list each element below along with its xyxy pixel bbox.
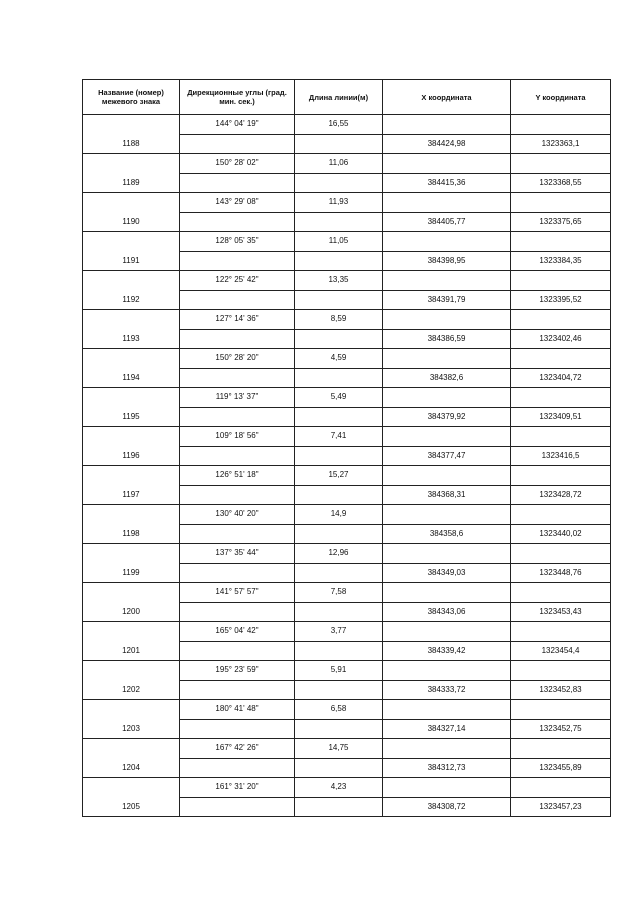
direction-angle-cell: 122° 25' 42" [180, 271, 295, 291]
x-coordinate-cell: 384382,6 [383, 368, 511, 388]
point-length-cell [295, 719, 383, 739]
segment-row [83, 622, 611, 642]
x-coordinate-cell: 384379,92 [383, 407, 511, 427]
x-coordinate-cell: 384333,72 [383, 680, 511, 700]
direction-angle-cell: 165° 04' 42" [180, 622, 295, 642]
point-name-cell: 1201 [83, 641, 180, 661]
y-coordinate-cell: 1323409,51 [511, 407, 611, 427]
y-coordinate-cell: 1323452,83 [511, 680, 611, 700]
segment-name-cell [83, 505, 180, 525]
point-name-cell: 1194 [83, 368, 180, 388]
y-coordinate-cell: 1323363,1 [511, 134, 611, 154]
point-length-cell [295, 173, 383, 193]
direction-angle-cell: 161° 31' 20" [180, 778, 295, 798]
segment-row [83, 115, 611, 135]
direction-angle-cell: 150° 28' 20" [180, 349, 295, 369]
y-coordinate-cell: 1323395,52 [511, 290, 611, 310]
point-angle-cell [180, 251, 295, 271]
y-coordinate-cell: 1323452,75 [511, 719, 611, 739]
y-coordinate-cell: 1323455,89 [511, 758, 611, 778]
point-length-cell [295, 134, 383, 154]
y-coordinate-cell: 1323448,76 [511, 563, 611, 583]
line-length-cell: 5,91 [295, 661, 383, 681]
point-name-cell: 1202 [83, 680, 180, 700]
segment-row [83, 349, 611, 369]
y-coordinate-cell: 1323428,72 [511, 485, 611, 505]
direction-angle-cell: 130° 40' 20" [180, 505, 295, 525]
table-row [83, 563, 611, 583]
direction-angle-cell: 143° 29' 08" [180, 193, 295, 213]
table-row [83, 251, 611, 271]
segment-name-cell [83, 427, 180, 447]
header-y-coordinate: Y координата [511, 80, 611, 115]
y-coordinate-cell: 1323454,4 [511, 641, 611, 661]
line-length-cell: 11,06 [295, 154, 383, 174]
segment-row [83, 778, 611, 798]
line-length-cell: 14,75 [295, 739, 383, 759]
point-name-cell: 1195 [83, 407, 180, 427]
line-length-cell: 13,35 [295, 271, 383, 291]
point-length-cell [295, 758, 383, 778]
point-length-cell [295, 251, 383, 271]
segment-name-cell [83, 544, 180, 564]
segment-name-cell [83, 778, 180, 798]
line-length-cell: 3,77 [295, 622, 383, 642]
header-point-name: Название (номер) межевого знака [83, 80, 180, 115]
line-length-cell: 11,05 [295, 232, 383, 252]
line-length-cell: 4,59 [295, 349, 383, 369]
segment-row [83, 739, 611, 759]
table-row [83, 134, 611, 154]
x-coordinate-cell: 384339,42 [383, 641, 511, 661]
y-coordinate-cell: 1323375,65 [511, 212, 611, 232]
direction-angle-cell: 141° 57' 57" [180, 583, 295, 603]
x-coordinate-cell: 384358,6 [383, 524, 511, 544]
point-angle-cell [180, 173, 295, 193]
segment-y-cell [511, 232, 611, 252]
segment-row [83, 544, 611, 564]
x-coordinate-cell: 384391,79 [383, 290, 511, 310]
table-header-row [83, 80, 611, 115]
segment-x-cell [383, 700, 511, 720]
point-angle-cell [180, 602, 295, 622]
segment-y-cell [511, 427, 611, 447]
table-row [83, 290, 611, 310]
segment-row [83, 154, 611, 174]
direction-angle-cell: 180° 41' 48" [180, 700, 295, 720]
table-body [83, 115, 611, 817]
segment-name-cell [83, 388, 180, 408]
line-length-cell: 16,55 [295, 115, 383, 135]
direction-angle-cell: 128° 05' 35" [180, 232, 295, 252]
point-angle-cell [180, 446, 295, 466]
x-coordinate-cell: 384312,73 [383, 758, 511, 778]
segment-row [83, 466, 611, 486]
line-length-cell: 15,27 [295, 466, 383, 486]
header-line-length: Длина линии(м) [295, 80, 383, 115]
segment-x-cell [383, 583, 511, 603]
segment-x-cell [383, 310, 511, 330]
segment-x-cell [383, 739, 511, 759]
direction-angle-cell: 167° 42' 26" [180, 739, 295, 759]
segment-name-cell [83, 583, 180, 603]
boundary-coordinates-table [82, 79, 611, 817]
point-length-cell [295, 329, 383, 349]
segment-y-cell [511, 310, 611, 330]
point-length-cell [295, 485, 383, 505]
x-coordinate-cell: 384343,06 [383, 602, 511, 622]
segment-x-cell [383, 115, 511, 135]
x-coordinate-cell: 384424,98 [383, 134, 511, 154]
y-coordinate-cell: 1323416,5 [511, 446, 611, 466]
x-coordinate-cell: 384386,59 [383, 329, 511, 349]
y-coordinate-cell: 1323457,23 [511, 797, 611, 817]
segment-y-cell [511, 193, 611, 213]
segment-name-cell [83, 310, 180, 330]
segment-y-cell [511, 466, 611, 486]
header-direction-angle: Дирекционные углы (град. мин. сек.) [180, 80, 295, 115]
table-row [83, 719, 611, 739]
segment-name-cell [83, 622, 180, 642]
direction-angle-cell: 119° 13' 37" [180, 388, 295, 408]
direction-angle-cell: 150° 28' 02" [180, 154, 295, 174]
point-length-cell [295, 368, 383, 388]
point-angle-cell [180, 329, 295, 349]
table-row [83, 368, 611, 388]
segment-y-cell [511, 154, 611, 174]
segment-y-cell [511, 544, 611, 564]
segment-row [83, 700, 611, 720]
point-angle-cell [180, 407, 295, 427]
segment-name-cell [83, 232, 180, 252]
segment-row [83, 661, 611, 681]
point-length-cell [295, 212, 383, 232]
segment-y-cell [511, 622, 611, 642]
segment-name-cell [83, 154, 180, 174]
point-angle-cell [180, 485, 295, 505]
point-angle-cell [180, 290, 295, 310]
segment-y-cell [511, 583, 611, 603]
point-angle-cell [180, 524, 295, 544]
segment-row [83, 271, 611, 291]
line-length-cell: 7,41 [295, 427, 383, 447]
point-angle-cell [180, 563, 295, 583]
point-name-cell: 1204 [83, 758, 180, 778]
table-row [83, 758, 611, 778]
direction-angle-cell: 109° 18' 56" [180, 427, 295, 447]
segment-name-cell [83, 349, 180, 369]
direction-angle-cell: 195° 23' 59" [180, 661, 295, 681]
segment-x-cell [383, 271, 511, 291]
segment-y-cell [511, 778, 611, 798]
y-coordinate-cell: 1323404,72 [511, 368, 611, 388]
header-x-coordinate: Х координата [383, 80, 511, 115]
segment-y-cell [511, 349, 611, 369]
y-coordinate-cell: 1323368,55 [511, 173, 611, 193]
x-coordinate-cell: 384349,03 [383, 563, 511, 583]
segment-row [83, 193, 611, 213]
segment-x-cell [383, 427, 511, 447]
x-coordinate-cell: 384377,47 [383, 446, 511, 466]
segment-y-cell [511, 661, 611, 681]
x-coordinate-cell: 384398,95 [383, 251, 511, 271]
point-angle-cell [180, 134, 295, 154]
point-angle-cell [180, 680, 295, 700]
point-name-cell: 1196 [83, 446, 180, 466]
segment-x-cell [383, 349, 511, 369]
point-angle-cell [180, 719, 295, 739]
table-row [83, 602, 611, 622]
segment-x-cell [383, 544, 511, 564]
line-length-cell: 7,58 [295, 583, 383, 603]
segment-row [83, 232, 611, 252]
point-name-cell: 1198 [83, 524, 180, 544]
y-coordinate-cell: 1323402,46 [511, 329, 611, 349]
segment-x-cell [383, 388, 511, 408]
table-row [83, 797, 611, 817]
segment-name-cell [83, 700, 180, 720]
point-length-cell [295, 680, 383, 700]
segment-row [83, 583, 611, 603]
segment-x-cell [383, 154, 511, 174]
point-length-cell [295, 641, 383, 661]
y-coordinate-cell: 1323453,43 [511, 602, 611, 622]
segment-x-cell [383, 466, 511, 486]
line-length-cell: 14,9 [295, 505, 383, 525]
direction-angle-cell: 137° 35' 44" [180, 544, 295, 564]
point-name-cell: 1188 [83, 134, 180, 154]
segment-row [83, 505, 611, 525]
point-name-cell: 1205 [83, 797, 180, 817]
point-length-cell [295, 563, 383, 583]
coordinates-sheet [82, 79, 610, 817]
point-length-cell [295, 797, 383, 817]
segment-x-cell [383, 505, 511, 525]
segment-x-cell [383, 193, 511, 213]
point-name-cell: 1190 [83, 212, 180, 232]
direction-angle-cell: 127° 14' 36" [180, 310, 295, 330]
point-angle-cell [180, 797, 295, 817]
segment-y-cell [511, 388, 611, 408]
point-length-cell [295, 524, 383, 544]
segment-y-cell [511, 700, 611, 720]
point-name-cell: 1193 [83, 329, 180, 349]
line-length-cell: 4,23 [295, 778, 383, 798]
segment-y-cell [511, 739, 611, 759]
point-length-cell [295, 407, 383, 427]
table-row [83, 173, 611, 193]
table-row [83, 329, 611, 349]
table-row [83, 524, 611, 544]
segment-name-cell [83, 739, 180, 759]
segment-name-cell [83, 661, 180, 681]
segment-row [83, 427, 611, 447]
segment-name-cell [83, 115, 180, 135]
point-length-cell [295, 290, 383, 310]
table-row [83, 446, 611, 466]
point-name-cell: 1189 [83, 173, 180, 193]
table-row [83, 485, 611, 505]
segment-y-cell [511, 505, 611, 525]
segment-row [83, 388, 611, 408]
y-coordinate-cell: 1323384,35 [511, 251, 611, 271]
point-length-cell [295, 446, 383, 466]
point-angle-cell [180, 368, 295, 388]
point-angle-cell [180, 641, 295, 661]
x-coordinate-cell: 384368,31 [383, 485, 511, 505]
line-length-cell: 8,59 [295, 310, 383, 330]
segment-name-cell [83, 466, 180, 486]
segment-name-cell [83, 193, 180, 213]
point-angle-cell [180, 758, 295, 778]
point-angle-cell [180, 212, 295, 232]
line-length-cell: 6,58 [295, 700, 383, 720]
line-length-cell: 5,49 [295, 388, 383, 408]
y-coordinate-cell: 1323440,02 [511, 524, 611, 544]
segment-x-cell [383, 778, 511, 798]
direction-angle-cell: 126° 51' 18" [180, 466, 295, 486]
point-name-cell: 1197 [83, 485, 180, 505]
line-length-cell: 11,93 [295, 193, 383, 213]
segment-x-cell [383, 232, 511, 252]
point-name-cell: 1192 [83, 290, 180, 310]
direction-angle-cell: 144° 04' 19" [180, 115, 295, 135]
point-name-cell: 1199 [83, 563, 180, 583]
x-coordinate-cell: 384415,36 [383, 173, 511, 193]
point-name-cell: 1191 [83, 251, 180, 271]
segment-y-cell [511, 271, 611, 291]
line-length-cell: 12,96 [295, 544, 383, 564]
segment-x-cell [383, 622, 511, 642]
table-row [83, 407, 611, 427]
segment-x-cell [383, 661, 511, 681]
segment-y-cell [511, 115, 611, 135]
segment-row [83, 310, 611, 330]
point-name-cell: 1200 [83, 602, 180, 622]
x-coordinate-cell: 384405,77 [383, 212, 511, 232]
segment-name-cell [83, 271, 180, 291]
x-coordinate-cell: 384327,14 [383, 719, 511, 739]
point-name-cell: 1203 [83, 719, 180, 739]
point-length-cell [295, 602, 383, 622]
table-row [83, 641, 611, 661]
table-row [83, 680, 611, 700]
x-coordinate-cell: 384308,72 [383, 797, 511, 817]
table-row [83, 212, 611, 232]
